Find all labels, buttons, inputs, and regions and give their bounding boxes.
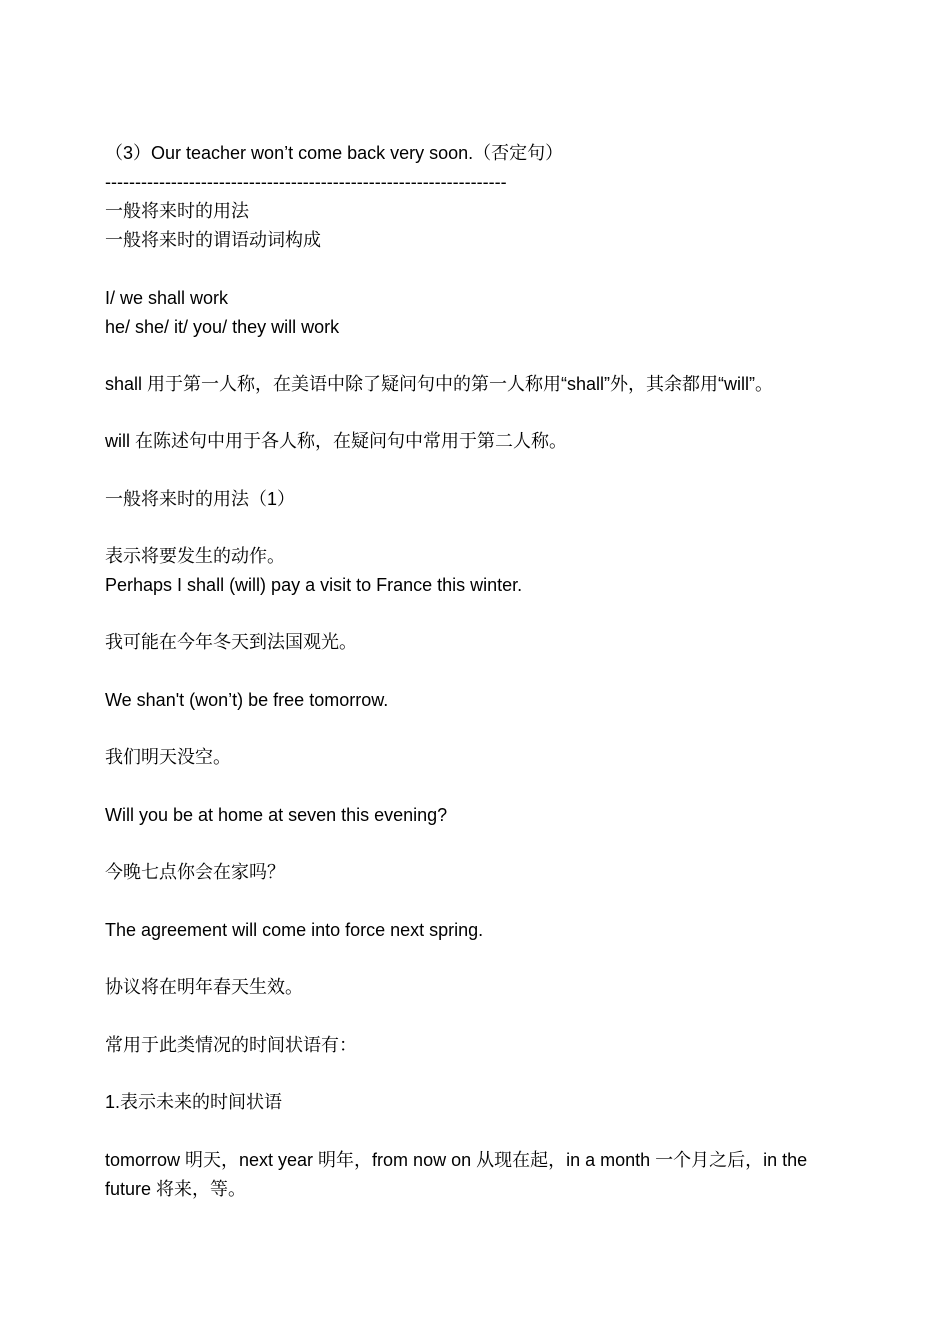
section-heading: 一般将来时的用法 (105, 201, 249, 221)
adverbial-examples: tomorrow 明天，next year 明年，from now on 从现在起，in a month 一个月之后，in the future 将来，等。 (105, 1150, 808, 1199)
example-sentence: We shan't (won’t) be free tomorrow. (105, 690, 389, 710)
separator-line: ------------------------------------------------------------------- (105, 172, 507, 192)
usage-description: 表示将要发生的动作。 (105, 546, 285, 566)
example-sentence: Perhaps I shall (will) pay a visit to France this winter. (105, 575, 523, 595)
example-sentence: The agreement will come into force next spring. (105, 920, 484, 940)
adverbial-intro: 常用于此类情况的时间状语有： (105, 1035, 357, 1055)
subsection-heading: 一般将来时的谓语动词构成 (105, 230, 321, 250)
example-sentence-negative: （3）Our teacher won’t come back very soon.（否定句） (105, 143, 564, 163)
example-translation: 今晚七点你会在家吗？ (105, 862, 285, 882)
shall-usage-note: shall 用于第一人称，在美语中除了疑问句中的第一人称用“shall”外，其余都用“will”。 (105, 374, 774, 394)
adverbial-heading: 1.表示未来的时间状语 (105, 1092, 283, 1112)
usage-heading-1: 一般将来时的用法（1） (105, 489, 296, 509)
example-sentence: Will you be at home at seven this evening? (105, 805, 448, 825)
example-translation: 我可能在今年冬天到法国观光。 (105, 632, 357, 652)
example-translation: 协议将在明年春天生效。 (105, 977, 303, 997)
will-usage-note: will 在陈述句中用于各人称，在疑问句中常用于第二人称。 (105, 431, 567, 451)
conjugation-first-person: I/ we shall work (105, 288, 229, 308)
conjugation-other-persons: he/ she/ it/ you/ they will work (105, 317, 340, 337)
example-translation: 我们明天没空。 (105, 747, 231, 767)
